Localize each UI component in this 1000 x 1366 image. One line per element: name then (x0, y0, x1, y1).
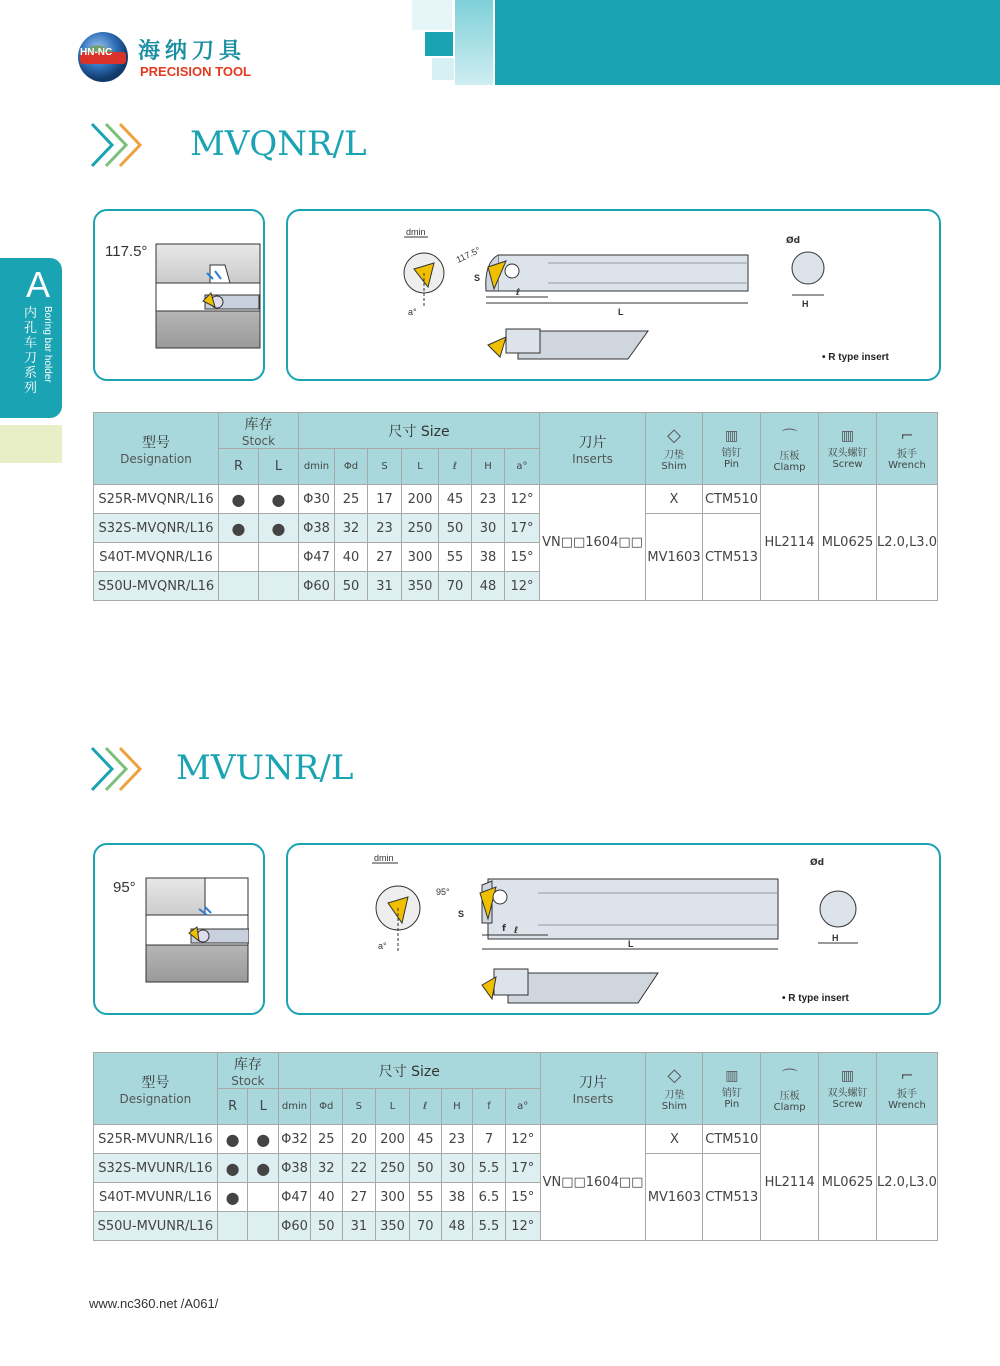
brand-name-cn: 海纳刀具 (138, 39, 247, 64)
pin-small-cell: CTM510 (703, 1125, 761, 1154)
stock-l-header: L (259, 449, 299, 485)
dim-l-label: ℓ (514, 926, 519, 936)
shim-x-cell: X (646, 485, 703, 514)
wrench-icon: ⌐ (900, 426, 914, 445)
spec-table (93, 412, 938, 601)
tool-diagram-box (286, 843, 941, 1015)
size-col-header: H (441, 1089, 473, 1125)
approach-angle-label: 117.5° (105, 243, 148, 260)
dim-total-length-label: L (628, 939, 634, 949)
footer-url: www.nc360.net /A061/ (89, 1296, 219, 1311)
rake-angle-label: a° (378, 941, 387, 951)
size-col-header: dmin (279, 1089, 311, 1125)
header-decor-square (432, 58, 454, 80)
r-type-insert-note: • R type insert (822, 352, 889, 363)
shim-cell: MV1603 (646, 514, 703, 601)
table-row: S40T-MVUNR/L16 ● Φ47 40 27 300 55 38 6.5 15° (94, 1183, 938, 1212)
table-row: S25R-MVUNR/L16 ● ● Φ32 25 20 200 45 23 7 12° VN□□1604□□ X CTM510 HL2114 ML0625 L2.0,L3.0 (94, 1125, 938, 1154)
brand-name-en: PRECISION TOOL (140, 64, 251, 79)
screw-cell: ML0625 (819, 485, 877, 601)
angle-diagram-box (93, 843, 265, 1015)
shim-header: ◇ 刀垫 Shim (646, 413, 703, 485)
side-tab-label-cn: 内孔车刀系列 (24, 306, 38, 396)
wrench-header: ⌐ 扳手 Wrench (877, 413, 938, 485)
clamp-cell: HL2114 (761, 1125, 819, 1241)
pin-cell: CTM513 (703, 514, 761, 601)
chevron-arrows-icon (90, 746, 150, 792)
stock-r-header: R (219, 449, 259, 485)
insert-code-cell: VN□□1604□□ (540, 1125, 646, 1241)
size-header: 尺寸 Size (279, 1053, 541, 1089)
workpiece-diagram (155, 243, 261, 349)
screw-cell: ML0625 (819, 1125, 877, 1241)
tool-angle-label: 117.5° (454, 244, 482, 265)
shim-x-cell: X (646, 1125, 703, 1154)
dim-height-label: H (832, 933, 839, 943)
table-row: S50U-MVQNR/L16 Φ60 50 31 350 70 48 12° (94, 572, 938, 601)
shim-icon: ◇ (667, 425, 681, 446)
screw-header: ▥ 双头螺钉 Screw (819, 1053, 877, 1125)
side-tab-accent (0, 425, 62, 463)
table-row: S25R-MVQNR/L16 ● ● Φ30 25 17 200 45 23 12° VN□□1604□□ X CTM510 HL2114 ML0625 L2.0,L3.0 (94, 485, 938, 514)
pin-icon: ▥ (724, 427, 739, 444)
tool-diagram-box (286, 209, 941, 381)
table-header-row (94, 1053, 938, 1089)
pin-icon: ▥ (725, 1067, 739, 1084)
size-col-header: a° (505, 449, 540, 485)
angle-diagram-box (93, 209, 265, 381)
dmin-label: dmin (374, 853, 394, 863)
shim-icon: ◇ (667, 1065, 682, 1086)
size-col-header: ℓ (409, 1089, 441, 1125)
dim-f-label: f (502, 924, 506, 934)
size-col-header: S (342, 1089, 376, 1125)
r-type-insert-note: • R type insert (782, 993, 849, 1004)
size-col-header: f (473, 1089, 506, 1125)
wrench-header: ⌐ 扳手 Wrench (876, 1053, 937, 1125)
header-decor-square (412, 0, 452, 30)
approach-angle-label: 95° (113, 879, 136, 896)
dim-s-label: S (458, 909, 465, 919)
table-row: S32S-MVUNR/L16 ● ● Φ38 32 22 250 50 30 5.5 17° MV1603 CTM513 (94, 1154, 938, 1183)
size-col-header: H (472, 449, 505, 485)
size-col-header: S (368, 449, 402, 485)
wrench-icon: ⌐ (900, 1066, 914, 1085)
table-row: S32S-MVQNR/L16 ● ● Φ38 32 23 250 50 30 17° MV1603 CTM513 (94, 514, 938, 543)
pin-header: ▥ 销钉 Pin (703, 413, 761, 485)
side-tab-letter: A (26, 264, 51, 305)
workpiece-diagram (145, 877, 249, 983)
stock-l-header: L (248, 1089, 279, 1125)
section-title: MVQNR/L (190, 124, 367, 164)
clamp-icon: ⌒ (781, 1067, 798, 1086)
stock-header: 库存 Stock (217, 1053, 278, 1089)
table-row: S50U-MVUNR/L16 Φ60 50 31 350 70 48 5.5 12° (94, 1212, 938, 1241)
tool-angle-label: 95° (436, 887, 450, 897)
logo-text: HN-NC (80, 47, 113, 58)
pin-header: ▥ 销钉 Pin (703, 1053, 761, 1125)
section-title: MVUNR/L (176, 748, 354, 788)
rake-angle-label: a° (408, 307, 417, 317)
header-decor-square (425, 32, 453, 56)
stock-header: 库存 Stock (219, 413, 299, 449)
designation-header: 型号 Designation (94, 413, 219, 485)
shim-header: ◇ 刀垫 Shim (646, 1053, 703, 1125)
pin-cell: CTM513 (703, 1154, 761, 1241)
size-col-header: Φd (310, 1089, 342, 1125)
size-col-header: a° (505, 1089, 540, 1125)
size-col-header: L (376, 1089, 410, 1125)
clamp-header: ⌒ 压板 Clamp (761, 1053, 819, 1125)
size-col-header: dmin (299, 449, 335, 485)
clamp-header: ⌒ 压板 Clamp (761, 413, 819, 485)
size-col-header: L (402, 449, 439, 485)
dim-l-label: ℓ (516, 288, 521, 298)
dim-total-length-label: L (618, 307, 624, 317)
dmin-label: dmin (406, 227, 426, 237)
tool-drawing (368, 853, 868, 1009)
wrench-cell: L2.0,L3.0 (876, 1125, 937, 1241)
screw-header: ▥ 双头螺钉 Screw (819, 413, 877, 485)
dim-s-label: S (474, 273, 481, 283)
dim-diameter-label: Ød (786, 236, 801, 246)
header-decor-square (455, 0, 493, 85)
header (0, 0, 1000, 95)
shim-cell: MV1603 (646, 1154, 703, 1241)
insert-code-cell: VN□□1604□□ (540, 485, 646, 601)
size-col-header: ℓ (439, 449, 472, 485)
screw-icon: ▥ (840, 427, 855, 444)
pin-small-cell: CTM510 (703, 485, 761, 514)
inserts-header: 刀片 Inserts (540, 1053, 646, 1125)
dim-diameter-label: Ød (810, 858, 825, 868)
dim-height-label: H (802, 299, 809, 309)
table-row: S40T-MVQNR/L16 Φ47 40 27 300 55 38 15° (94, 543, 938, 572)
table-header-row (94, 413, 938, 449)
size-col-header: Φd (335, 449, 368, 485)
size-header: 尺寸 Size (299, 413, 540, 449)
spec-table (93, 1052, 938, 1241)
header-band (495, 0, 1000, 85)
clamp-icon: ⌒ (781, 427, 798, 446)
screw-icon: ▥ (840, 1067, 855, 1084)
side-tab-label-en: Boring bar holder (42, 306, 53, 383)
tool-drawing (388, 223, 858, 373)
clamp-cell: HL2114 (761, 485, 819, 601)
chevron-arrows-icon (90, 122, 150, 168)
wrench-cell: L2.0,L3.0 (877, 485, 938, 601)
designation-header: 型号 Designation (94, 1053, 218, 1125)
stock-r-header: R (217, 1089, 248, 1125)
inserts-header: 刀片 Inserts (540, 413, 646, 485)
